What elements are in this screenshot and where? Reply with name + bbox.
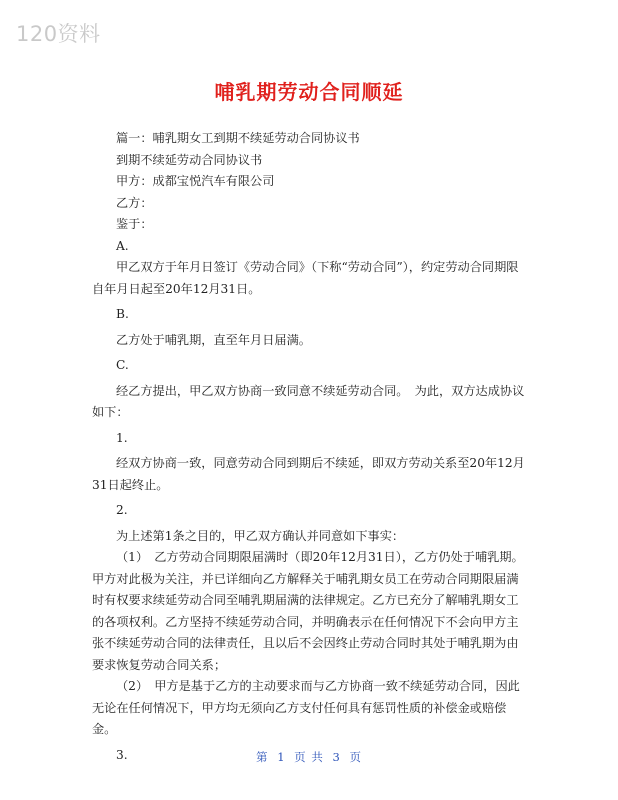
document-title: 哺乳期劳动合同顺延 bbox=[214, 80, 404, 104]
paragraph-marker-1: 1. bbox=[116, 430, 128, 445]
paragraph-clause-2-intro: 为上述第1条之目的，甲乙双方确认并同意如下事实： bbox=[116, 528, 405, 543]
paragraph-recital-b: 乙方处于哺乳期，直至年月日届满。 bbox=[116, 332, 311, 347]
paragraph-recital-a: 甲乙双方于年月日签订《劳动合同》（下称“劳动合同”），约定劳动合同期限自年月日起至20年12月31日。 bbox=[92, 260, 519, 296]
footer-total-pages: 3 bbox=[332, 750, 341, 764]
footer-page-number: 1 bbox=[277, 750, 286, 764]
paragraph-agreement-name: 到期不续延劳动合同协议书 bbox=[116, 152, 263, 167]
paragraph-marker-b: B. bbox=[116, 307, 129, 321]
paragraph-clause-2-1: （1） 乙方劳动合同期限届满时（即20年12月31日），乙方仍处于哺乳期。甲方对此极为关注，并已详细向乙方解释关于哺乳期女员工在劳动合同期限届满时有权要求续延劳动合同至哺乳期届满的法律规定。乙方已充分了解哺乳期女工的各项权利。乙方坚持不续延劳动合同，并明确表示在任何情况下不会向甲方主张不续延劳动合同的法律责任，且以后不会因终止劳动合同时其处于哺乳期为由要求恢复劳动合同关系； bbox=[92, 550, 524, 672]
paragraph-marker-3: 3. bbox=[116, 747, 128, 762]
footer-page-label: 第 bbox=[256, 750, 269, 764]
paragraph-recital-c: 经乙方提出，甲乙双方协商一致同意不续延劳动合同。 为此，双方达成协议如下： bbox=[92, 383, 525, 419]
footer-page-unit: 页 bbox=[349, 750, 362, 764]
watermark-logo-text: 120资料 bbox=[16, 22, 101, 46]
paragraph-chapter-heading: 篇一：哺乳期女工到期不续延劳动合同协议书 bbox=[116, 131, 360, 145]
page-footer bbox=[0, 749, 618, 765]
paragraph-whereas: 鉴于： bbox=[116, 217, 153, 231]
paragraph-clause-1: 经双方协商一致，同意劳动合同到期后不续延，即双方劳动关系至20年12月31日起终止。 bbox=[92, 456, 525, 492]
paragraph-clause-2-2: （2） 甲方是基于乙方的主动要求而与乙方协商一致不续延劳动合同，因此无论在任何情况下，甲方均无须向乙方支付任何具有惩罚性质的补偿金或赔偿金。 bbox=[92, 679, 520, 736]
document-body bbox=[92, 128, 530, 766]
paragraph-marker-a: A. bbox=[116, 238, 129, 253]
paragraph-party-b: 乙方： bbox=[116, 195, 153, 210]
paragraph-marker-c: C. bbox=[116, 358, 129, 372]
footer-page-of: 页 共 bbox=[294, 750, 324, 764]
paragraph-party-a: 甲方：成都宝悦汽车有限公司 bbox=[116, 174, 275, 188]
paragraph-marker-2: 2. bbox=[116, 503, 128, 517]
